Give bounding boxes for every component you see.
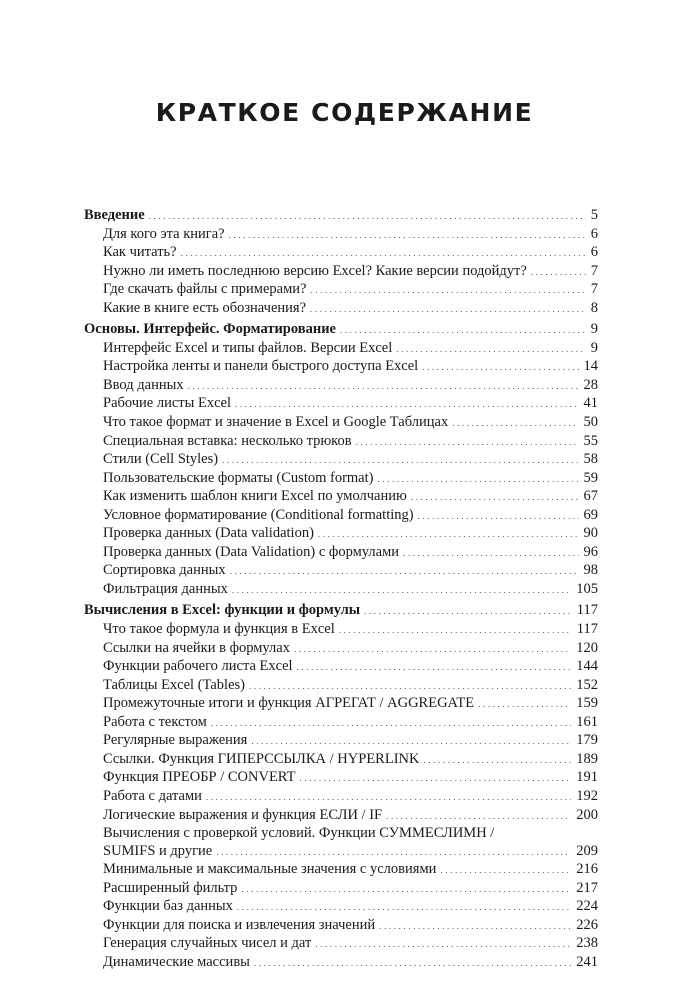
entry-title: Стили (Cell Styles) — [103, 451, 219, 468]
toc-entry[interactable] — [84, 714, 598, 733]
entry-title: Работа с текстом — [103, 713, 207, 730]
entry-page-number: 144 — [576, 658, 598, 675]
entry-title: Генерация случайных чисел и дат — [103, 935, 312, 952]
toc-entry[interactable] — [84, 898, 598, 917]
section-page-number: 117 — [576, 602, 598, 619]
entry-title: Функция ПРЕОБР / CONVERT — [103, 769, 296, 786]
entry-title: Регулярные выражения — [103, 732, 248, 749]
toc-entry[interactable] — [84, 562, 598, 581]
toc-entry[interactable] — [84, 281, 598, 300]
entry-title: Условное форматирование (Conditional formatting) — [103, 506, 414, 523]
dot-leader — [181, 245, 586, 263]
entry-page-number: 161 — [576, 713, 598, 730]
dot-leader — [422, 359, 578, 377]
entry-page-number: 191 — [576, 769, 598, 786]
toc-entry[interactable] — [84, 935, 598, 954]
dot-leader — [418, 508, 579, 526]
dot-leader — [364, 603, 572, 621]
toc-entry-continuation[interactable] — [84, 843, 598, 862]
entry-title: Специальная вставка: несколько трюков — [103, 432, 352, 449]
dot-leader — [411, 489, 579, 507]
toc-entry[interactable] — [84, 807, 598, 826]
entry-title: Для кого эта книга? — [103, 225, 225, 242]
section-title: Введение — [84, 207, 145, 223]
entry-title: Динамические массивы — [103, 953, 250, 970]
toc-entry[interactable] — [84, 226, 598, 245]
entry-page-number: 50 — [583, 414, 598, 431]
entry-title: Интерфейс Excel и типы файлов. Версии Excel — [103, 339, 393, 356]
entry-title: Сортировка данных — [103, 562, 226, 579]
dot-leader — [478, 696, 571, 714]
entry-page-number: 159 — [576, 695, 598, 712]
dot-leader — [423, 752, 571, 770]
entry-page-number: 216 — [576, 861, 598, 878]
entry-title: Проверка данных (Data validation) — [103, 525, 314, 542]
dot-leader — [340, 322, 586, 340]
entry-page-number: 7 — [590, 281, 598, 298]
toc-entry[interactable] — [84, 525, 598, 544]
toc-entry[interactable] — [84, 917, 598, 936]
toc-entry[interactable] — [84, 695, 598, 714]
entry-title: Пользовательские форматы (Custom format) — [103, 469, 374, 486]
entry-title: Проверка данных (Data Validation) с формулами — [103, 543, 400, 560]
entry-page-number: 209 — [576, 842, 598, 859]
entry-title: Функции баз данных — [103, 898, 233, 915]
dot-leader — [294, 641, 571, 659]
entry-title: Ссылки. Функция ГИПЕРССЫЛКА / HYPERLINK — [103, 750, 420, 767]
toc-entry[interactable] — [84, 732, 598, 751]
entry-title: Промежуточные итоги и функция АГРЕГАТ / AGGREGATE — [103, 695, 475, 712]
toc-entry[interactable] — [84, 788, 598, 807]
dot-leader — [318, 526, 579, 544]
toc-section — [84, 602, 598, 972]
entry-page-number: 200 — [576, 806, 598, 823]
entry-page-number: 9 — [590, 339, 598, 356]
dot-leader — [229, 227, 586, 245]
entry-title: Ссылки на ячейки в формулах — [103, 639, 290, 656]
toc-entry-first-line[interactable] — [84, 825, 598, 843]
toc-entry[interactable] — [84, 244, 598, 263]
toc-entry[interactable] — [84, 358, 598, 377]
toc-entry[interactable] — [84, 470, 598, 489]
entry-page-number: 90 — [583, 525, 598, 542]
dot-leader — [254, 955, 571, 973]
toc-section-heading[interactable] — [84, 602, 598, 621]
entry-title: Ввод данных — [103, 376, 184, 393]
dot-leader — [211, 715, 571, 733]
toc-entry[interactable] — [84, 414, 598, 433]
entry-page-number: 8 — [590, 299, 598, 316]
entry-page-number: 224 — [576, 898, 598, 915]
entry-page-number: 28 — [583, 376, 598, 393]
toc-entry[interactable] — [84, 861, 598, 880]
entry-page-number: 69 — [583, 506, 598, 523]
toc-section-heading[interactable] — [84, 207, 598, 226]
toc-section — [84, 321, 598, 599]
entry-title-continuation: SUMIFS и другие — [103, 842, 213, 859]
dot-leader — [315, 936, 571, 954]
entry-title: Где скачать файлы с примерами? — [103, 281, 307, 298]
toc-entry[interactable] — [84, 621, 598, 640]
toc-entry[interactable] — [84, 954, 598, 973]
dot-leader — [440, 862, 571, 880]
entry-page-number: 152 — [576, 676, 598, 693]
dot-leader — [386, 808, 571, 826]
entry-title: Какие в книге есть обозначения? — [103, 299, 307, 316]
entry-page-number: 67 — [583, 488, 598, 505]
toc-entry[interactable] — [84, 451, 598, 470]
toc-entry[interactable] — [84, 507, 598, 526]
entry-title: Нужно ли иметь последнюю версию Excel? Какие версии подойдут? — [103, 262, 527, 279]
entry-page-number: 226 — [576, 916, 598, 933]
section-title: Вычисления в Excel: функции и формулы — [84, 602, 361, 619]
dot-leader — [251, 733, 571, 751]
toc-entry[interactable] — [84, 395, 598, 414]
dot-leader — [149, 208, 586, 226]
toc-section — [84, 207, 598, 318]
toc-entry[interactable] — [84, 544, 598, 563]
dot-leader — [237, 899, 571, 917]
entry-page-number: 55 — [583, 432, 598, 449]
entry-page-number: 14 — [583, 358, 598, 375]
page-title: КРАТКОЕ СОДЕРЖАНИЕ — [155, 98, 534, 127]
dot-leader — [356, 434, 579, 452]
entry-title: Что такое формат и значение в Excel и Google Таблицах — [103, 414, 449, 431]
entry-page-number: 238 — [576, 935, 598, 952]
toc-entry[interactable] — [84, 640, 598, 659]
entry-title: Вычисления с проверкой условий. Функции СУММЕСЛИМН / — [103, 825, 495, 842]
entry-page-number: 58 — [583, 451, 598, 468]
toc-entry[interactable] — [84, 433, 598, 452]
entry-title: Таблицы Excel (Tables) — [103, 676, 245, 693]
toc-entry[interactable] — [84, 377, 598, 396]
entry-title: Минимальные и максимальные значения с условиями — [103, 861, 437, 878]
dot-leader — [310, 282, 585, 300]
entry-page-number: 6 — [590, 244, 598, 261]
entry-page-number: 6 — [590, 225, 598, 242]
entry-title: Функции для поиска и извлечения значений — [103, 916, 376, 933]
entry-page-number: 98 — [583, 562, 598, 579]
dot-leader — [531, 264, 586, 282]
entry-page-number: 179 — [576, 732, 598, 749]
entry-title: Как изменить шаблон книги Excel по умолчанию — [103, 488, 407, 505]
dot-leader — [403, 545, 578, 563]
section-page-number: 9 — [590, 321, 598, 338]
entry-page-number: 120 — [576, 639, 598, 656]
entry-page-number: 7 — [590, 262, 598, 279]
dot-leader — [377, 471, 578, 489]
entry-title: Работа с датами — [103, 787, 202, 804]
entry-page-number: 96 — [583, 543, 598, 560]
dot-leader — [235, 396, 578, 414]
dot-leader — [396, 341, 585, 359]
entry-page-number: 105 — [576, 580, 598, 597]
entry-page-number: 41 — [583, 395, 598, 412]
dot-leader — [232, 582, 571, 600]
table-of-contents — [84, 207, 598, 972]
toc-entry[interactable] — [84, 340, 598, 359]
entry-title: Настройка ленты и панели быстрого доступа Excel — [103, 358, 419, 375]
entry-title: Что такое формула и функция в Excel — [103, 621, 335, 638]
toc-entry[interactable] — [84, 677, 598, 696]
dot-leader — [249, 678, 571, 696]
entry-title: Расширенный фильтр — [103, 879, 238, 896]
section-title: Основы. Интерфейс. Форматирование — [84, 321, 336, 338]
entry-page-number: 217 — [576, 879, 598, 896]
entry-page-number: 117 — [576, 621, 598, 638]
entry-title: Рабочие листы Excel — [103, 395, 232, 412]
dot-leader — [216, 844, 571, 862]
dot-leader — [188, 378, 579, 396]
dot-leader — [241, 881, 571, 899]
toc-entry[interactable] — [84, 880, 598, 899]
toc-entry[interactable] — [84, 769, 598, 788]
entry-title: Как читать? — [103, 244, 177, 261]
dot-leader — [299, 770, 571, 788]
entry-page-number: 189 — [576, 750, 598, 767]
toc-entry[interactable] — [84, 488, 598, 507]
dot-leader — [297, 659, 572, 677]
entry-page-number: 192 — [576, 787, 598, 804]
dot-leader — [379, 918, 571, 936]
dot-leader — [222, 452, 578, 470]
dot-leader — [310, 301, 586, 319]
dot-leader — [206, 789, 571, 807]
toc-entry[interactable] — [84, 751, 598, 770]
toc-section-heading[interactable] — [84, 321, 598, 340]
section-page-number: 5 — [590, 207, 598, 223]
entry-title: Логические выражения и функция ЕСЛИ / IF — [103, 806, 383, 823]
entry-page-number: 59 — [583, 469, 598, 486]
dot-leader — [230, 563, 579, 581]
entry-title: Фильтрация данных — [103, 580, 228, 597]
dot-leader — [339, 622, 572, 640]
toc-entry[interactable] — [84, 581, 598, 600]
toc-entry[interactable] — [84, 263, 598, 282]
toc-entry[interactable] — [84, 300, 598, 319]
dot-leader — [452, 415, 578, 433]
entry-title: Функции рабочего листа Excel — [103, 658, 293, 675]
toc-entry[interactable] — [84, 658, 598, 677]
entry-page-number: 241 — [576, 953, 598, 970]
